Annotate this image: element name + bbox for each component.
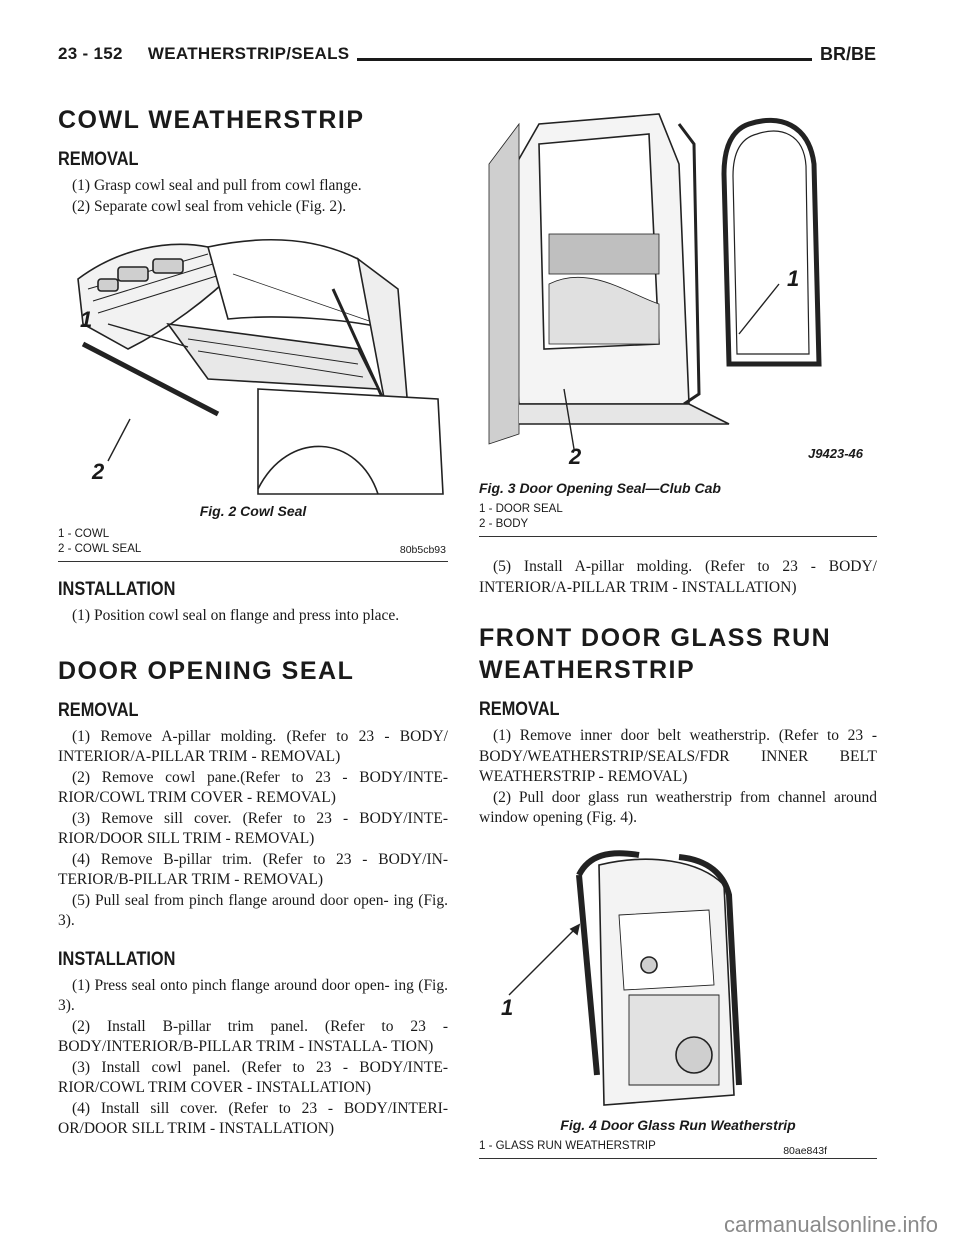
fig2-legend-item: 1 - COWL	[58, 528, 110, 540]
fig2-callout-1: 1	[80, 307, 93, 332]
door-opening-seal-title: DOOR OPENING SEAL	[58, 656, 355, 685]
door-install-step-4: (4) Install sill cover. (Refer to 23 - BODY/INTERI- OR/DOOR SILL TRIM - INSTALLATION)	[58, 1099, 448, 1137]
door-install-step-3: (3) Install cowl panel. (Refer to 23 - BODY/INTE- RIOR/COWL TRIM COVER - INSTALLATION)	[58, 1058, 448, 1096]
cowl-removal-step-1: (1) Grasp cowl seal and pull from cowl flange.	[72, 177, 362, 194]
door-removal-heading: REMOVAL	[58, 699, 139, 721]
fig4-code: 80ae843f	[783, 1144, 827, 1157]
cowl-removal-heading: REMOVAL	[58, 149, 139, 170]
cowl-installation-heading: INSTALLATION	[58, 579, 176, 600]
fig3-callout-2: 2	[569, 444, 582, 469]
door-install-step-5: (5) Install A-pillar molding. (Refer to 23 - BODY/ INTERIOR/A-PILLAR TRIM - INSTALLATION)	[479, 558, 877, 596]
glass-removal-heading: REMOVAL	[479, 699, 560, 720]
page-header	[58, 44, 876, 76]
glass-run-weatherstrip-title: FRONT DOOR GLASS RUN WEATHERSTRIP	[479, 624, 832, 684]
fig3-code: J9423-46	[808, 446, 863, 461]
right-column	[479, 104, 877, 1159]
door-removal-step-5: (5) Pull seal from pinch flange around door open- ing (Fig. 3).	[58, 891, 448, 929]
watermark: carmanualsonline.info	[723, 1212, 938, 1237]
door-installation-heading: INSTALLATION	[58, 948, 176, 970]
door-install-step-2: (2) Install B-pillar trim panel. (Refer to 23 - BODY/INTERIOR/B-PILLAR TRIM - INSTALLA- TION)	[58, 1017, 448, 1055]
door-opening-seal-illustration	[479, 104, 877, 472]
fig2-caption: Fig. 2 Cowl Seal	[199, 503, 307, 519]
header-page-section: 23 - 152 WEATHERSTRIP/SEALS	[58, 44, 357, 64]
glass-run-weatherstrip-illustration	[479, 845, 877, 1113]
glass-removal-step-1: (1) Remove inner door belt weatherstrip. (Refer to 23 - BODY/WEATHERSTRIP/SEALS/FDR INNER BELT WEATHERSTRIP - REMOVAL)	[479, 727, 877, 785]
fig4-legend-item: 1 - GLASS RUN WEATHERSTRIP	[479, 1139, 656, 1152]
fig2-legend-item: 2 - COWL SEAL	[58, 543, 142, 555]
door-install-step-1: (1) Press seal onto pinch flange around door open- ing (Fig. 3).	[58, 976, 448, 1014]
fig2-callout-2: 2	[92, 459, 105, 484]
header-model: BR/BE	[812, 44, 876, 65]
fig2-legend	[58, 527, 448, 562]
fig4-callout-1: 1	[501, 994, 514, 1020]
cowl-weatherstrip-title: COWL WEATHERSTRIP	[58, 106, 365, 134]
fig3-legend-item: 2 - BODY	[479, 518, 529, 530]
fig3-door-opening-seal	[479, 104, 877, 537]
fig4-caption: Fig. 4 Door Glass Run Weatherstrip	[560, 1116, 796, 1133]
door-removal-step-1: (1) Remove A-pillar molding. (Refer to 23 - BODY/ INTERIOR/A-PILLAR TRIM - REMOVAL)	[58, 727, 448, 765]
fig3-legend	[479, 502, 877, 537]
fig3-callout-1: 1	[787, 266, 800, 291]
cowl-removal-step-2: (2) Separate cowl seal from vehicle (Fig. 2).	[72, 197, 347, 215]
fig3-legend-item: 1 - DOOR SEAL	[479, 503, 563, 515]
glass-removal-step-2: (2) Pull door glass run weatherstrip from channel around window opening (Fig. 4).	[479, 788, 877, 826]
door-removal-step-4: (4) Remove B-pillar trim. (Refer to 23 - BODY/IN- TERIOR/B-PILLAR TRIM - REMOVAL)	[58, 850, 448, 888]
fig2-code: 80b5cb93	[399, 544, 446, 556]
cowl-seal-illustration	[58, 229, 448, 499]
left-column	[58, 104, 448, 1140]
door-removal-step-2: (2) Remove cowl pane.(Refer to 23 - BODY/INTE- RIOR/COWL TRIM COVER - REMOVAL)	[58, 768, 448, 806]
cowl-install-step-1: (1) Position cowl seal on flange and press into place.	[72, 607, 400, 624]
door-removal-step-3: (3) Remove sill cover. (Refer to 23 - BODY/INTE- RIOR/DOOR SILL TRIM - REMOVAL)	[58, 809, 448, 847]
fig3-caption: Fig. 3 Door Opening Seal—Club Cab	[479, 480, 721, 496]
fig2-cowl-seal	[58, 229, 448, 562]
fig4-door-glass-run-weatherstrip	[479, 845, 877, 1159]
